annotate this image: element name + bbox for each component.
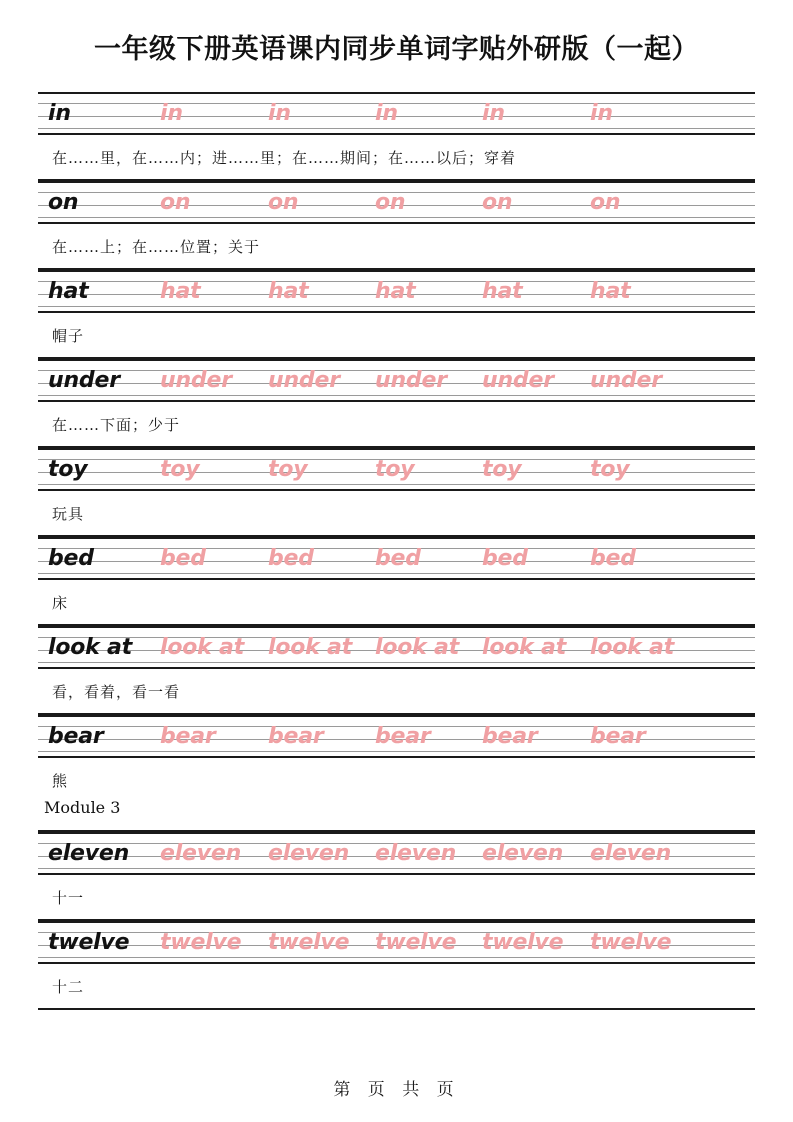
meaning-text: 在……上；在……位置；关于 xyxy=(52,238,261,256)
meaning-row xyxy=(38,580,755,626)
meaning-row xyxy=(38,224,755,270)
word-trace[interactable]: bed xyxy=(268,546,314,571)
meaning-row xyxy=(38,402,755,448)
meaning-text: 十二 xyxy=(52,978,85,996)
meaning-row xyxy=(38,491,755,537)
word-trace[interactable]: on xyxy=(268,190,299,215)
word-trace[interactable]: in xyxy=(375,101,398,126)
meaning-row xyxy=(38,964,755,1010)
word-trace[interactable]: twelve xyxy=(482,930,564,955)
word-trace[interactable]: bed xyxy=(375,546,421,571)
word-row xyxy=(38,270,755,313)
word-trace[interactable]: in xyxy=(590,101,613,126)
word-trace[interactable]: eleven xyxy=(268,841,350,866)
word-trace[interactable]: eleven xyxy=(160,841,242,866)
page-footer: 第 页 共 页 xyxy=(333,1080,460,1100)
word-trace[interactable]: twelve xyxy=(160,930,242,955)
word-model: eleven xyxy=(48,841,130,866)
word-trace[interactable]: bed xyxy=(590,546,636,571)
word-trace[interactable]: on xyxy=(160,190,191,215)
word-trace[interactable]: toy xyxy=(590,457,630,482)
meaning-text: 帽子 xyxy=(52,327,85,345)
word-trace[interactable]: bear xyxy=(482,724,538,749)
word-trace[interactable]: toy xyxy=(375,457,415,482)
meaning-row xyxy=(38,313,755,359)
word-row xyxy=(38,832,755,875)
word-row xyxy=(38,626,755,669)
meaning-text: 玩具 xyxy=(52,505,85,523)
word-trace[interactable]: toy xyxy=(268,457,308,482)
module-label: Module 3 xyxy=(44,798,121,817)
word-row xyxy=(38,92,755,135)
meaning-text: 看，看着，看一看 xyxy=(52,683,181,701)
word-trace[interactable]: on xyxy=(590,190,621,215)
word-trace[interactable]: bear xyxy=(268,724,324,749)
word-row xyxy=(38,921,755,964)
word-model: look at xyxy=(48,635,133,660)
word-trace[interactable]: under xyxy=(375,368,447,393)
meaning-text: 在……下面；少于 xyxy=(52,416,181,434)
word-model: under xyxy=(48,368,120,393)
word-trace[interactable]: toy xyxy=(482,457,522,482)
meaning-row xyxy=(38,758,755,832)
word-trace[interactable]: bed xyxy=(160,546,206,571)
word-trace[interactable]: hat xyxy=(375,279,416,304)
word-model: bed xyxy=(48,546,94,571)
word-trace[interactable]: look at xyxy=(268,635,353,660)
word-trace[interactable]: look at xyxy=(482,635,567,660)
word-model: twelve xyxy=(48,930,130,955)
meaning-text: 床 xyxy=(52,594,69,612)
word-trace[interactable]: twelve xyxy=(268,930,350,955)
word-trace[interactable]: hat xyxy=(482,279,523,304)
word-trace[interactable]: look at xyxy=(590,635,675,660)
word-trace[interactable]: hat xyxy=(160,279,201,304)
meaning-row xyxy=(38,135,755,181)
word-trace[interactable]: eleven xyxy=(375,841,457,866)
word-trace[interactable]: bear xyxy=(375,724,431,749)
word-trace[interactable]: eleven xyxy=(590,841,672,866)
word-trace[interactable]: in xyxy=(160,101,183,126)
word-trace[interactable]: hat xyxy=(590,279,631,304)
word-model: on xyxy=(48,190,79,215)
word-trace[interactable]: bed xyxy=(482,546,528,571)
word-row xyxy=(38,359,755,402)
word-trace[interactable]: in xyxy=(482,101,505,126)
word-trace[interactable]: under xyxy=(268,368,340,393)
meaning-text: 在……里，在……内；进……里；在……期间；在……以后；穿着 xyxy=(52,149,517,167)
word-trace[interactable]: eleven xyxy=(482,841,564,866)
meaning-row xyxy=(38,669,755,715)
meaning-text: 熊 xyxy=(52,772,69,790)
meaning-row xyxy=(38,875,755,921)
word-model: toy xyxy=(48,457,88,482)
word-trace[interactable]: on xyxy=(482,190,513,215)
word-trace[interactable]: bear xyxy=(160,724,216,749)
meaning-text: 十一 xyxy=(52,889,85,907)
word-model: bear xyxy=(48,724,104,749)
word-trace[interactable]: look at xyxy=(160,635,245,660)
word-trace[interactable]: twelve xyxy=(375,930,457,955)
word-trace[interactable]: under xyxy=(590,368,662,393)
word-trace[interactable]: look at xyxy=(375,635,460,660)
word-trace[interactable]: under xyxy=(482,368,554,393)
word-row xyxy=(38,537,755,580)
word-model: hat xyxy=(48,279,89,304)
word-trace[interactable]: in xyxy=(268,101,291,126)
word-row xyxy=(38,715,755,758)
word-model: in xyxy=(48,101,71,126)
word-list xyxy=(38,92,755,1010)
word-trace[interactable]: toy xyxy=(160,457,200,482)
word-trace[interactable]: on xyxy=(375,190,406,215)
word-trace[interactable]: bear xyxy=(590,724,646,749)
word-row xyxy=(38,448,755,491)
word-trace[interactable]: under xyxy=(160,368,232,393)
word-trace[interactable]: twelve xyxy=(590,930,672,955)
word-row xyxy=(38,181,755,224)
word-trace[interactable]: hat xyxy=(268,279,309,304)
page-title: 一年级下册英语课内同步单词字贴外研版（一起） xyxy=(94,34,699,65)
